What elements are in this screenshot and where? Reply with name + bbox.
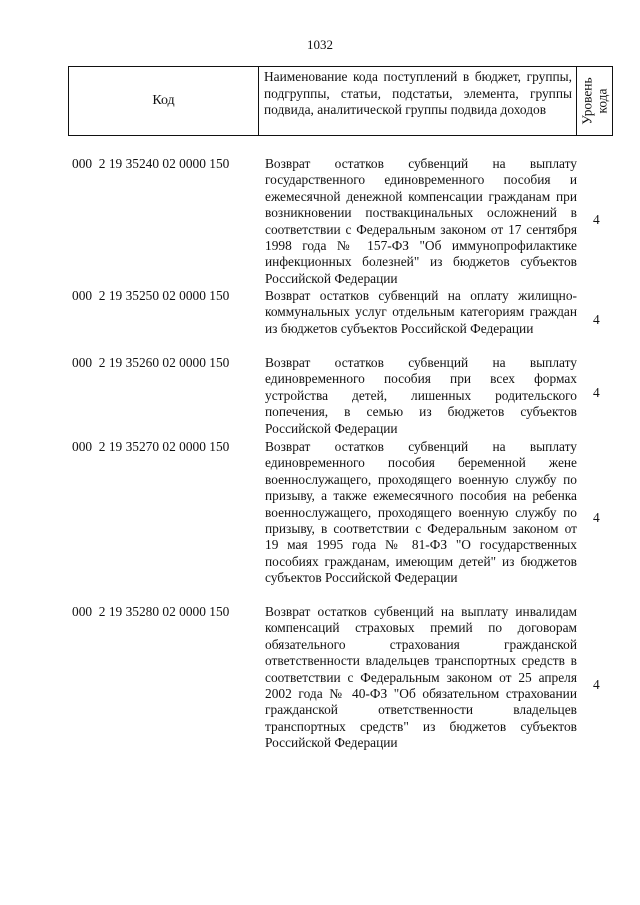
revenue-description: Возврат остатков субвенций на выплату единовременного пособия при всех формах устройства детей, лишенных родительского попечения, в семью из бюджетов субъектов Российской Федерации: [265, 355, 577, 436]
revenue-description: Возврат остатков субвенций на оплату жилищно-коммунальных услуг отдельным категориям граждан из бюджетов субъектов Российской Федерации: [265, 288, 577, 336]
level-column-label: Уровень кода: [579, 77, 610, 125]
name-column-header: Наименование кода поступлений в бюджет, группы, подгруппы, статьи, подстатьи, элемента, группы подвида, аналитической группы подвида доходов: [259, 67, 577, 135]
code-level: 4: [593, 212, 600, 227]
code-level: 4: [593, 312, 600, 327]
level-column-header: [577, 67, 612, 135]
code-level: 4: [593, 677, 600, 692]
table-header: [68, 66, 613, 136]
page-number: 1032: [307, 37, 333, 52]
revenue-code: 000 2 19 35260 02 0000 150: [72, 355, 230, 370]
revenue-description: Возврат остатков субвенций на выплату единовременного пособия беременной жене военнослужащего, проходящего военную службу по призыву, а также ежемесячного пособия на ребенка военнослужащего, проходящего военную службу по призыву, в соответствии с Федеральным законом от 19 мая 1995 года № 81-ФЗ "О государственных пособиях гражданам, имеющим детей" из бюджетов субъектов Российской Федерации: [265, 439, 577, 586]
revenue-code: 000 2 19 35270 02 0000 150: [72, 439, 230, 454]
revenue-description: Возврат остатков субвенций на выплату инвалидам компенсаций страховых премий по договорам обязательного страхования гражданской ответственности владельцев транспортных средств в соответствии с Федеральным законом от 25 апреля 2002 года № 40-ФЗ "Об обязательном страховании гражданской ответственности владельцев транспортных средств" из бюджетов субъектов Российской Федерации: [265, 604, 577, 751]
code-column-header: Код: [69, 67, 259, 135]
code-level: 4: [593, 510, 600, 525]
code-level: 4: [593, 385, 600, 400]
revenue-code: 000 2 19 35240 02 0000 150: [72, 156, 230, 171]
revenue-code: 000 2 19 35280 02 0000 150: [72, 604, 230, 619]
revenue-code: 000 2 19 35250 02 0000 150: [72, 288, 230, 303]
revenue-description: Возврат остатков субвенций на выплату государственного единовременного пособия и ежемесячной денежной компенсации гражданам при возникновении поствакцинальных осложнений в соответствии с Федеральным законом от 17 сентября 1998 года № 157-ФЗ "Об иммунопрофилактике инфекционных болезней" из бюджетов субъектов Российской Федерации: [265, 156, 577, 286]
